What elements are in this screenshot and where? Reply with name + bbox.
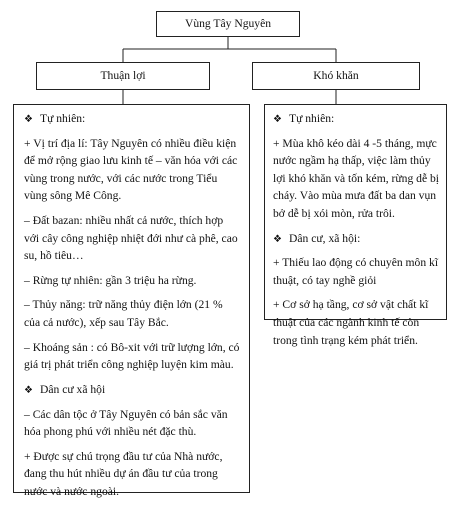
diamond-star-icon: ❖ <box>24 384 33 396</box>
heading-advantages: Thuận lợi <box>36 62 210 90</box>
heading-difficulties: Khó khăn <box>252 62 420 90</box>
list-item: – Rừng tự nhiên: gần 3 triệu ha rừng. <box>24 273 197 287</box>
advantages-column <box>13 104 250 498</box>
list-item: + Cơ sở hạ tầng, cơ sở vật chất kĩ thuật của các ngành kinh tế còn trong tình trạng kém phát triển. <box>273 298 429 347</box>
diamond-star-icon: ❖ <box>273 114 282 125</box>
list-item: + Vị trí địa lí: Tây Nguyên có nhiều điều kiện để mở rộng giao lưu kinh tế – văn hóa với các vùng trong nước, với các nước trong Tiểu vùng sông Mê Công. <box>24 136 238 203</box>
list-item: + Mùa khô kéo dài 4 -5 tháng, mực nước ngầm hạ thấp, việc làm thủy lợi khó khăn và tốn kém, rừng dễ bị cháy. Vào mùa mưa đất ba dan vụn bở dễ bị xói mòn, rửa trôi. <box>273 136 440 221</box>
section-title <box>273 230 440 248</box>
section-title-text: Dân cư, xã hội: <box>289 231 361 245</box>
list-item: – Đất bazan: nhiều nhất cả nước, thích hợp với cây công nghiệp nhiệt đới như cà phê, cao su, hồ tiêu… <box>24 214 238 263</box>
list-item: – Các dân tộc ở Tây Nguyên có bản sắc văn hóa phong phú với nhiều nét đặc thù. <box>24 407 228 439</box>
diamond-star-icon: ❖ <box>24 114 33 125</box>
section-title-text: Tự nhiên: <box>40 112 86 125</box>
section-title <box>273 110 440 128</box>
section-title-text: Dân cư xã hội <box>40 382 106 396</box>
section-title <box>24 381 241 399</box>
list-item: + Được sự chú trọng đầu tư của Nhà nước, đang thu hút nhiều dự án đầu tư của trong nước và nước ngoài. <box>24 449 223 498</box>
list-item: – Khoáng sản : có Bô-xit với trữ lượng lớn, có giá trị phát triển công nghiệp luyện kim màu. <box>24 340 240 372</box>
list-item: + Thiếu lao động có chuyên môn kĩ thuật, có tay nghề giỏi <box>273 256 439 287</box>
diagram-title: Vùng Tây Nguyên <box>156 11 300 37</box>
difficulties-column <box>264 104 447 347</box>
section-title <box>24 110 241 128</box>
section-title-text: Tự nhiên: <box>289 112 335 125</box>
list-item: – Thủy năng: trữ năng thủy điện lớn (21 % của cả nước), xếp sau Tây Bắc. <box>24 298 223 330</box>
diamond-star-icon: ❖ <box>273 233 282 245</box>
